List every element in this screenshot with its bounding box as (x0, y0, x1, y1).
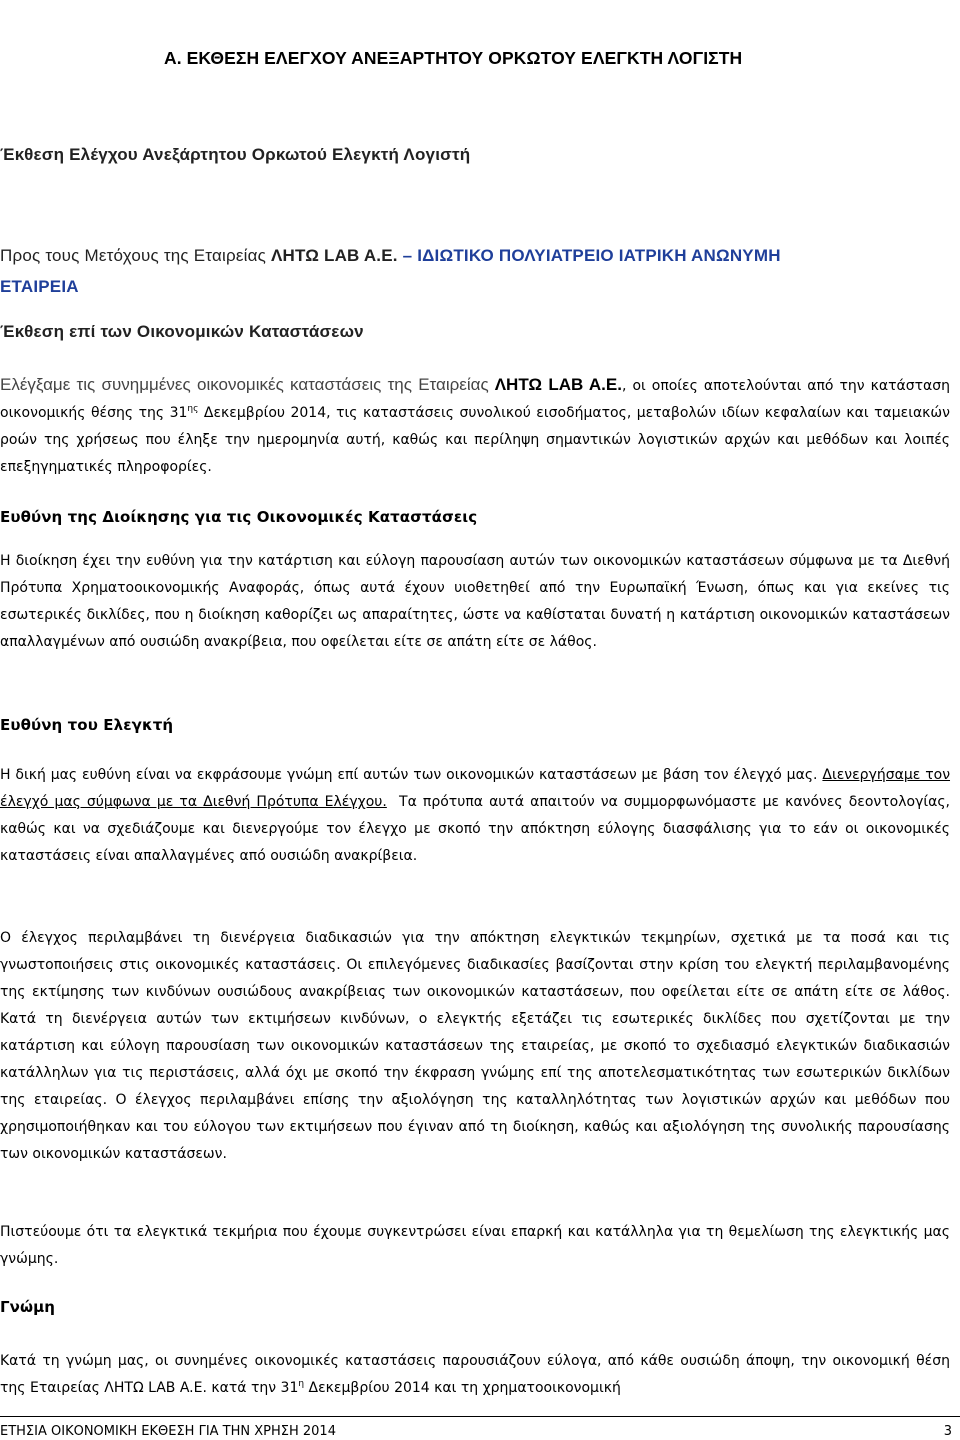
opinion-paragraph: Κατά τη γνώμη μας, οι συνημένες οικονομικές καταστάσεις παρουσιάζουν εύλογα, από κάθε ουσιώδη άποψη, την οικονομική θέση της Εταιρείας ΛΗΤΩ LAB A.E. κατά την $31^\eta$ Δεκεμβρίου 2014 και τη χρηματοοικονομική (0, 1353, 950, 1396)
auditor-paragraph-1: Η δική μας ευθύνη είναι να εκφράσουμε γνώμη επί αυτών των οικονομικών καταστάσεων με βάση τον έλεγχό μας. Διενεργήσαμε τον έλεγχό μας σύμφωνα με τα Διεθνή Πρότυπα Ελέγχου. Τα πρότυπα αυτά απαιτούν να συμμορφωνόμαστε με κανόνες δεοντολογίας, καθώς και να σχεδιάζουμε και διενεργούμε τον έλεγχο με σκοπό την απόκτηση εύλογης διασφάλισης για το εάν οι οικονομικές καταστάσεις είναι απαλλαγμένες από ουσιώδη ανακρίβεια. (0, 767, 951, 864)
management-heading: Ευθύνη της Διοίκησης για τις Οικονομικές Καταστάσεις (0, 508, 478, 526)
auditor-standards-underlined: Διενεργήσαμε τον έλεγχό μας σύμφωνα με τα Διεθνή Πρότυπα Ελέγχου. (0, 767, 951, 810)
footer-divider (0, 1416, 960, 1417)
intro-company: ΛΗΤΩ LAB A.E. (494, 375, 622, 394)
addressee-company: ΛΗΤΩ LAB A.E. (270, 246, 398, 265)
addressee-company-full-1: ΙΔΙΩΤΙΚΟ ΠΟΛΥΙΑΤΡΕΙΟ ΙΑΤΡΙΚΗ ΑΝΩΝΥΜΗ (417, 246, 781, 265)
report-title: Έκθεση Ελέγχου Ανεξάρτητου Ορκωτού Ελεγκτή Λογιστή (0, 145, 471, 164)
addressee-prefix: Προς τους Μετόχους της Εταιρείας (0, 246, 266, 265)
addressee (0, 240, 950, 302)
addressee-company-full-2: ΕΤΑΙΡΕΙΑ (0, 277, 79, 296)
auditor-heading: Ευθύνη του Ελεγκτή (0, 716, 174, 734)
management-paragraph: Η διοίκηση έχει την ευθύνη για την κατάρτιση και εύλογη παρουσίαση αυτών των οικονομικών καταστάσεων σύμφωνα με τα Διεθνή Πρότυπα Χρηματοοικονομικής Αναφοράς, όπως αυτά έχουν υιοθετηθεί από την Ευρωπαϊκή Ένωση, όπως και για εκείνες τις εσωτερικές δικλίδες, που η διοίκηση καθορίζει ως απαραίτητες, ώστε να καθίσταται δυνατή η κατάρτιση οικονομικών καταστάσεων απαλλαγμένων από ουσιώδη ανακρίβεια, που οφείλεται είτε σε απάτη είτε σε λάθος. (0, 553, 950, 650)
addressee-dash: – (402, 246, 413, 265)
main-heading: A. ΕΚΘΕΣΗ ΕΛΕΓΧΟΥ ΑΝΕΞΑΡΤΗΤΟΥ ΟΡΚΩΤΟΥ ΕΛΕΓΚΤΗ ΛΟΓΙΣΤΗ (164, 48, 743, 68)
intro-paragraph: Ελέγξαμε τις συνημμένες οικονομικές καταστάσεις της Εταιρείας ΛΗΤΩ LAB A.E., οι οποίες αποτελούνται από την κατάσταση οικονομικής θέσης της $31^{\eta\varsigma}$ Δεκεμβρίου 2014, τις καταστάσεις συνολικού εισοδήματος, μεταβολών ιδίων κεφαλαίων και ταμειακών ροών της χρήσεως που έληξε την ημερομηνία αυτή, καθώς και περίληψη σημαντικών λογιστικών αρχών και μεθόδων και λοιπές επεξηγηματικές πληροφορίες. (0, 375, 951, 475)
fs-report-title: Έκθεση επί των Οικονομικών Καταστάσεων (0, 322, 364, 341)
footer-title: ΕΤΗΣΙΑ ΟΙΚΟΝΟΜΙΚΗ ΕΚΘΕΣΗ ΓΙΑ ΤΗΝ ΧΡΗΣΗ 2014 (0, 1424, 336, 1439)
page-number: 3 (943, 1424, 952, 1439)
auditor-paragraph-3: Πιστεύουμε ότι τα ελεγκτικά τεκμήρια που έχουμε συγκεντρώσει είναι επαρκή και κατάλληλα για τη θεμελίωση της ελεγκτικής μας γνώμης. (0, 1224, 950, 1267)
auditor-paragraph-2: Ο έλεγχος περιλαμβάνει τη διενέργεια διαδικασιών για την απόκτηση ελεγκτικών τεκμηρίων, σχετικά με τα ποσά και τις γνωστοποιήσεις στις οικονομικές καταστάσεις. Οι επιλεγόμενες διαδικασίες βασίζονται στην κρίση του ελεγκτή περιλαμβανομένης της εκτίμησης των κινδύνων ουσιώδους ανακρίβειας των οικονομικών καταστάσεων, που οφείλεται είτε σε απάτη είτε σε λάθος. Κατά τη διενέργεια αυτών των εκτιμήσεων κινδύνων, ο ελεγκτής εξετάζει τις εσωτερικές δικλίδες που σχετίζονται με την κατάρτιση και εύλογη παρουσίαση των οικονομικών καταστάσεων της εταιρείας, με σκοπό το σχεδιασμό ελεγκτικών διαδικασιών κατάλληλων για τις περιστάσεις, αλλά όχι με σκοπό την έκφραση γνώμης επί της αποτελεσματικότητας των εσωτερικών δικλίδων της εταιρείας. Ο έλεγχος περιλαμβάνει επίσης την αξιολόγηση της καταλληλότητας των λογιστικών αρχών και μεθόδων που χρησιμοποιήθηκαν και του εύλογου των εκτιμήσεων που έγιναν από τη διοίκηση, καθώς και αξιολόγηση της συνολικής παρουσίασης των οικονομικών καταστάσεων. (0, 930, 950, 1162)
opinion-heading: Γνώμη (0, 1298, 56, 1316)
